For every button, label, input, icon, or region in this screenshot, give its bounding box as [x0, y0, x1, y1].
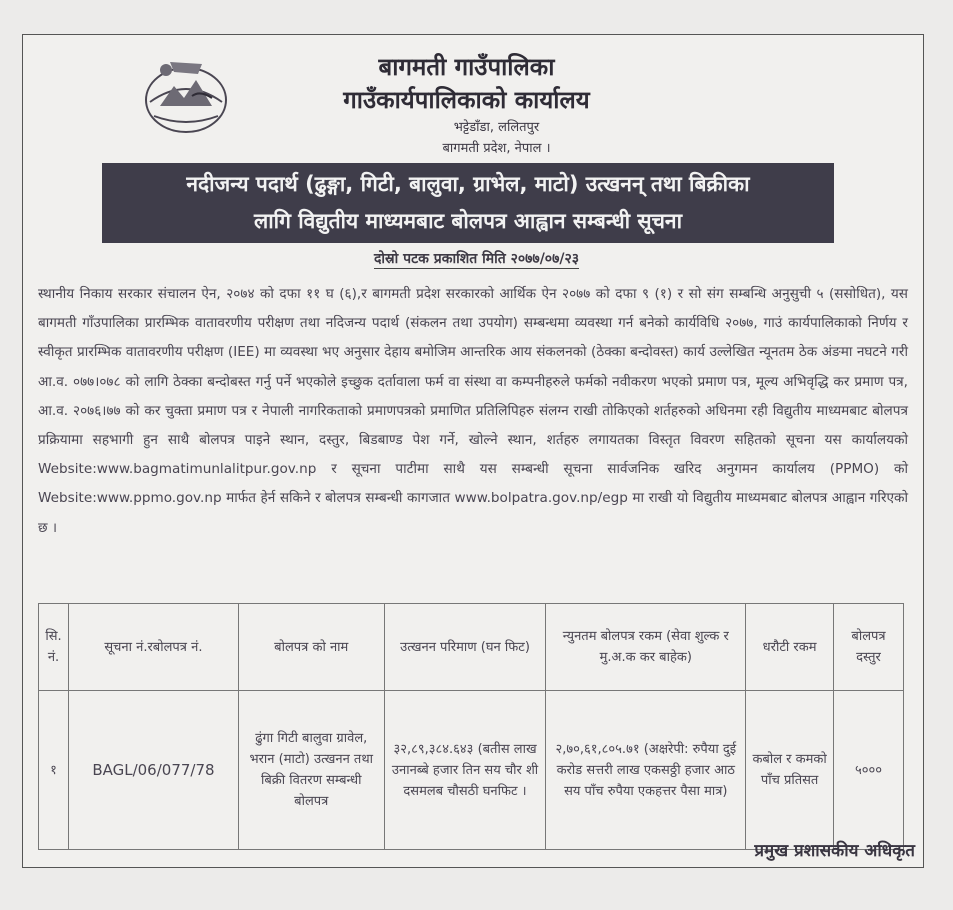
col-notice-no: सूचना नं.रबोलपत्र नं. — [68, 604, 238, 691]
publish-date — [0, 249, 953, 268]
cell-deposit: कबोल र कमको पाँच प्रतिसत — [746, 691, 834, 850]
cell-fee: ५००० — [834, 691, 904, 850]
signature-title: प्रमुख प्रशासकीय अधिकृत — [754, 841, 915, 861]
notice-title-line-1: नदीजन्य पदार्थ (ढुङ्गा, गिटी, बालुवा, ग्राभेल, माटो) उत्खनन् तथा बिक्रीका — [186, 172, 750, 196]
cell-notice-no: BAGL/06/077/78 — [68, 691, 238, 850]
col-min-amount: न्युनतम बोलपत्र रकम (सेवा शुल्क र मु.अ.क कर बाहेक) — [546, 604, 746, 691]
address-line-2: बागमती प्रदेश, नेपाल । — [442, 141, 551, 156]
address-line-1: भट्टेडाँडा, ललितपुर — [453, 120, 540, 135]
municipality-name: बागमती गाउँपालिका — [378, 53, 555, 81]
cell-sn: १ — [39, 691, 69, 850]
table-row — [39, 691, 904, 850]
col-tender-name: बोलपत्र को नाम — [238, 604, 384, 691]
notice-title-line-2: लागि विद्युतीय माध्यमबाट बोलपत्र आह्वान सम्बन्धी सूचना — [253, 209, 683, 233]
notice-body: स्थानीय निकाय सरकार संचालन ऐन, २०७४ को दफा ११ घ (६),र बागमती प्रदेश सरकारको आर्थिक ऐन २०७७ को दफा ९ (१) र सो संग सम्बन्धि अनुसुची ५ (ससोधित), यस बागमती गाँउपालिका प्रारम्भिक वातावरणीय परीक्षण तथा नदिजन्य पदार्थ (संकलन तथा उपयोग) सम्बन्धमा व्यवस्था गर्न बनेको कार्यविधि २०७७, गाउं कार्यपालिकाको निर्णय र स्वीकृत प्रारम्भिक वातावरणीय परीक्षण (IEE) मा व्यवस्था भए अनुसार देहाय बमोजिम आन्तरिक आय संकलनको (ठेक्का बन्दोवस्त) कार्य उल्लेखित न्यूनतम ठेक अंङमा नघटने गरी आ.व. ०७७।०७८ को लागि ठेक्का बन्दोबस्त गर्नु पर्ने भएकोले इच्छुक दर्तावाला फर्म वा संस्था वा कम्पनीहरुले फर्मको नवीकरण भएको प्रमाण पत्र, मूल्य अभिवृद्धि कर प्रमाण पत्र, आ.व. २०७६।७७ को कर चुक्ता प्रमाण पत्र र नेपाली नागरिकताको प्रमाणपत्रको प्रमाणित प्रतिलिपिहरु संलग्न राखी तोकिएको शर्तहरुको अधिनमा रही विद्युतीय माध्यमबाट बोलपत्र प्रक्रियामा सहभागी हुन साथै बोलपत्र पाइने स्थान, दस्तुर, बिडबाण्ड पेश गर्ने, खोल्ने स्थान, शर्तहरु लगायतका विस्तृत विवरण सहितको सूचना यस कार्यालयको Website:www.bagmatimunlalitpur.gov.np र सूचना पाटीमा साथै यस सम्बन्धी सूचना सार्वजनिक खरिद अनुगमन कार्यालय (PPMO) को Website:www.ppmo.gov.np मार्फत हेर्न सकिने र बोलपत्र सम्बन्धी कागजात www.bolpatra.gov.np/egp मा राखी यो विद्युतीय माध्यमबाट बोलपत्र आह्वान गरिएको छ । — [38, 286, 908, 536]
cell-tender-name: ढुंगा गिटी बालुवा ग्रावेल, भरान (माटो) उत्खनन तथा बिक्री वितरण सम्बन्धी बोलपत्र — [238, 691, 384, 850]
col-fee: बोलपत्र दस्तुर — [834, 604, 904, 691]
office-name: गाउँकार्यपालिकाको कार्यालय — [343, 86, 590, 114]
cell-quantity: ३२,८९,३८४.६४३ (बतीस लाख उनानब्बे हजार तिन सय चौर शी दसमलब चौसठी घनफिट । — [384, 691, 546, 850]
cell-min-amount: २,७०,६१,८०५.७१ (अक्षरेपी: रुपैया दुई करोड सत्तरी लाख एकसठ्ठी हजार आठ सय पाँच रुपैया एकहत्तर पैसा मात्र) — [546, 691, 746, 850]
notice-title-banner — [102, 163, 834, 243]
col-sn: सि. नं. — [39, 604, 69, 691]
tender-table — [38, 603, 904, 850]
table-header-row — [39, 604, 904, 691]
col-quantity: उत्खनन परिमाण (घन फिट) — [384, 604, 546, 691]
col-deposit: धरौटी रकम — [746, 604, 834, 691]
publish-date-text: दोस्रो पटक प्रकाशित मिति २०७७/०७/२३ — [373, 251, 580, 267]
